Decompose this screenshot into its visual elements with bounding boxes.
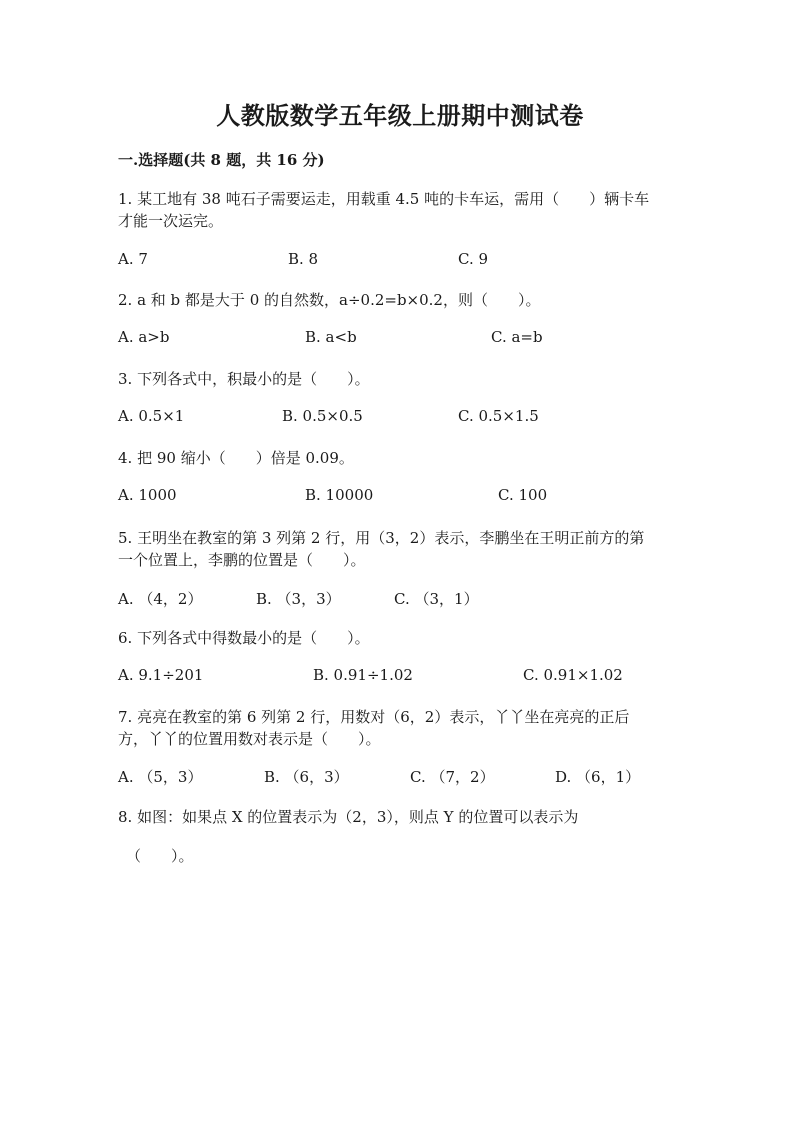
question-4-text: 4. 把 90 缩小（ ）倍是 0.09。 bbox=[118, 449, 354, 467]
question-5-option-a: A. （4，2） bbox=[118, 590, 203, 608]
question-3-option-c: C. 0.5×1.5 bbox=[458, 407, 539, 425]
question-7-text-line-1: 7. 亮亮在教室的第 6 列第 2 行，用数对（6，2）表示，丫丫坐在亮亮的正后 bbox=[118, 708, 630, 726]
question-2-option-c: C. a=b bbox=[491, 328, 543, 346]
question-1-option-c: C. 9 bbox=[458, 250, 489, 268]
question-5-text-line-2: 一个位置上，李鹏的位置是（ ）。 bbox=[118, 551, 366, 569]
question-5-text-line-1: 5. 王明坐在教室的第 3 列第 2 行，用（3，2）表示，李鹏坐在王明正前方的第 bbox=[118, 529, 645, 547]
question-7-text-line-2: 方，丫丫的位置用数对表示是（ ）。 bbox=[118, 730, 381, 748]
question-7-option-a: A. （5，3） bbox=[118, 768, 203, 786]
question-3-option-a: A. 0.5×1 bbox=[118, 407, 185, 425]
question-4-option-b: B. 10000 bbox=[305, 486, 374, 504]
question-5-option-c: C. （3，1） bbox=[394, 590, 479, 608]
question-1-option-b: B. 8 bbox=[288, 250, 319, 268]
question-2-option-a: A. a>b bbox=[118, 328, 170, 346]
section-heading: 一.选择题(共 8 题，共 16 分) bbox=[118, 151, 325, 169]
question-4-option-a: A. 1000 bbox=[118, 486, 177, 504]
question-3-text: 3. 下列各式中，积最小的是（ ）。 bbox=[118, 370, 370, 388]
question-7-option-c: C. （7，2） bbox=[410, 768, 495, 786]
question-7-option-b: B. （6，3） bbox=[264, 768, 349, 786]
question-5-option-b: B. （3，3） bbox=[256, 590, 341, 608]
question-1-text-line-1: 1. 某工地有 38 吨石子需要运走，用载重 4.5 吨的卡车运，需用（ ）辆卡车 bbox=[118, 190, 650, 208]
question-4-option-c: C. 100 bbox=[498, 486, 548, 504]
question-2-option-b: B. a<b bbox=[305, 328, 357, 346]
page-title: 人教版数学五年级上册期中测试卷 bbox=[216, 101, 584, 130]
question-8-text-line-1: 8. 如图：如果点 X 的位置表示为（2，3），则点 Y 的位置可以表示为 bbox=[118, 808, 579, 826]
question-6-option-c: C. 0.91×1.02 bbox=[523, 666, 623, 684]
question-8-text-line-2: （ ）。 bbox=[126, 847, 194, 865]
question-7-option-d: D. （6，1） bbox=[555, 768, 641, 786]
question-6-option-b: B. 0.91÷1.02 bbox=[313, 666, 413, 684]
question-6-option-a: A. 9.1÷201 bbox=[118, 666, 204, 684]
question-1-text-line-2: 才能一次运完。 bbox=[118, 212, 224, 230]
question-2-text: 2. a 和 b 都是大于 0 的自然数，a÷0.2=b×0.2，则（ ）。 bbox=[118, 291, 541, 309]
question-3-option-b: B. 0.5×0.5 bbox=[282, 407, 363, 425]
question-6-text: 6. 下列各式中得数最小的是（ ）。 bbox=[118, 629, 370, 647]
question-1-option-a: A. 7 bbox=[118, 250, 148, 268]
